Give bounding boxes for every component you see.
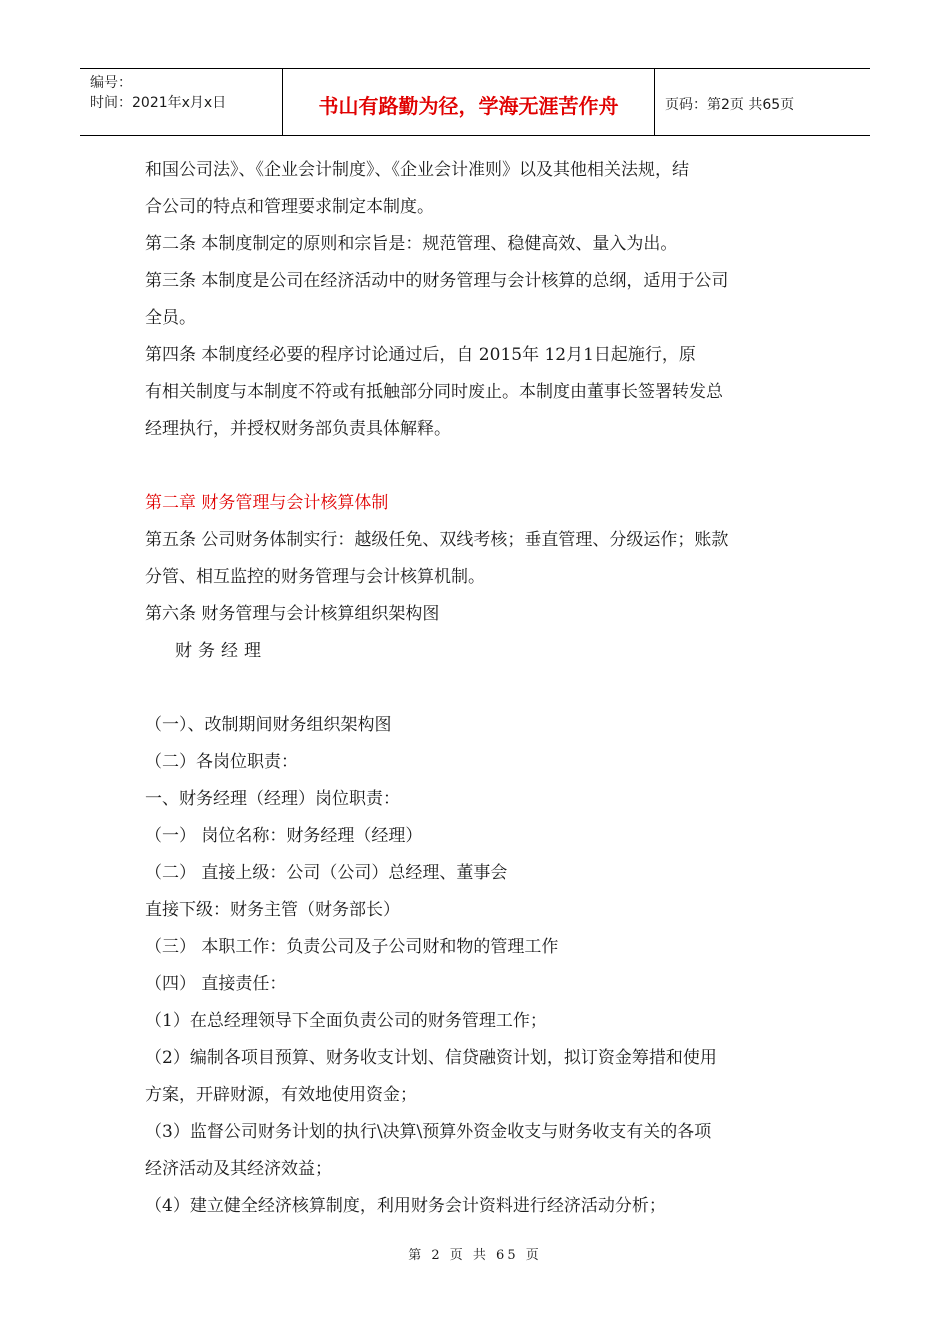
responsibility-item: （4）建立健全经济核算制度，利用财务会计资料进行经济活动分析；: [145, 1196, 666, 1216]
document-body: [145, 152, 815, 1225]
header-motto: 书山有路勤为径，学海无涯苦作舟: [283, 69, 655, 135]
article-4: 第四条 本制度经必要的程序讨论通过后，自 2015年 12月1日起施行，原: [145, 345, 696, 365]
body-line: 经济活动及其经济效益；: [145, 1159, 332, 1179]
responsibility-item: （2）编制各项目预算、财务收支计划、信贷融资计划，拟订资金筹措和使用: [145, 1048, 717, 1068]
responsibility-item: （1）在总经理领导下全面负责公司的财务管理工作；: [145, 1011, 547, 1031]
body-line: 方案，开辟财源，有效地使用资金；: [145, 1085, 417, 1105]
spacer: [145, 670, 815, 707]
body-line: 有相关制度与本制度不符或有抵触部分同时废止。本制度由董事长签署转发总: [145, 382, 723, 402]
duty-item: 直接下级：财务主管（财务部长）: [145, 900, 400, 920]
article-2: 第二条 本制度制定的原则和宗旨是：规范管理、稳健高效、量入为出。: [145, 234, 678, 254]
body-line: 全员。: [145, 308, 196, 328]
spacer: [145, 448, 815, 485]
article-6: 第六条 财务管理与会计核算组织架构图: [145, 604, 440, 624]
body-line: 和国公司法》、《企业会计制度》、《企业会计准则》以及其他相关法规，结: [145, 160, 689, 180]
header-meta: [80, 69, 283, 135]
responsibility-item: （3）监督公司财务计划的执行\决算\预算外资金收支与财务收支有关的各项: [145, 1122, 712, 1142]
body-line: 分管、相互监控的财务管理与会计核算机制。: [145, 567, 485, 587]
header-page-info: 页码：第2页 共65页: [665, 97, 795, 113]
org-chart-label: 财务经理: [175, 641, 267, 661]
document-number-label: 编号：: [90, 75, 132, 91]
duty-item: （三） 本职工作：负责公司及子公司财和物的管理工作: [145, 937, 559, 957]
section-item: （二）各岗位职责：: [145, 752, 298, 772]
article-3: 第三条 本制度是公司在经济活动中的财务管理与会计核算的总纲，适用于公司: [145, 271, 729, 291]
page-footer: 第 2 页 共 65 页: [408, 1248, 542, 1263]
article-5: 第五条 公司财务体制实行：越级任免、双线考核；垂直管理、分级运作；账款: [145, 530, 729, 550]
body-line: 合公司的特点和管理要求制定本制度。: [145, 197, 434, 217]
body-line: 经理执行，并授权财务部负责具体解释。: [145, 419, 451, 439]
document-header: [80, 68, 870, 136]
duty-item: （四） 直接责任：: [145, 974, 287, 994]
section-item: （一）、改制期间财务组织架构图: [145, 715, 392, 735]
section-heading: 一、财务经理（经理）岗位职责：: [145, 789, 400, 809]
chapter-heading: 第二章 财务管理与会计核算体制: [145, 493, 389, 513]
duty-item: （二） 直接上级：公司（公司）总经理、董事会: [145, 863, 508, 883]
document-date: 时间：2021年x月x日: [90, 95, 227, 111]
duty-item: （一） 岗位名称：财务经理（经理）: [145, 826, 423, 846]
